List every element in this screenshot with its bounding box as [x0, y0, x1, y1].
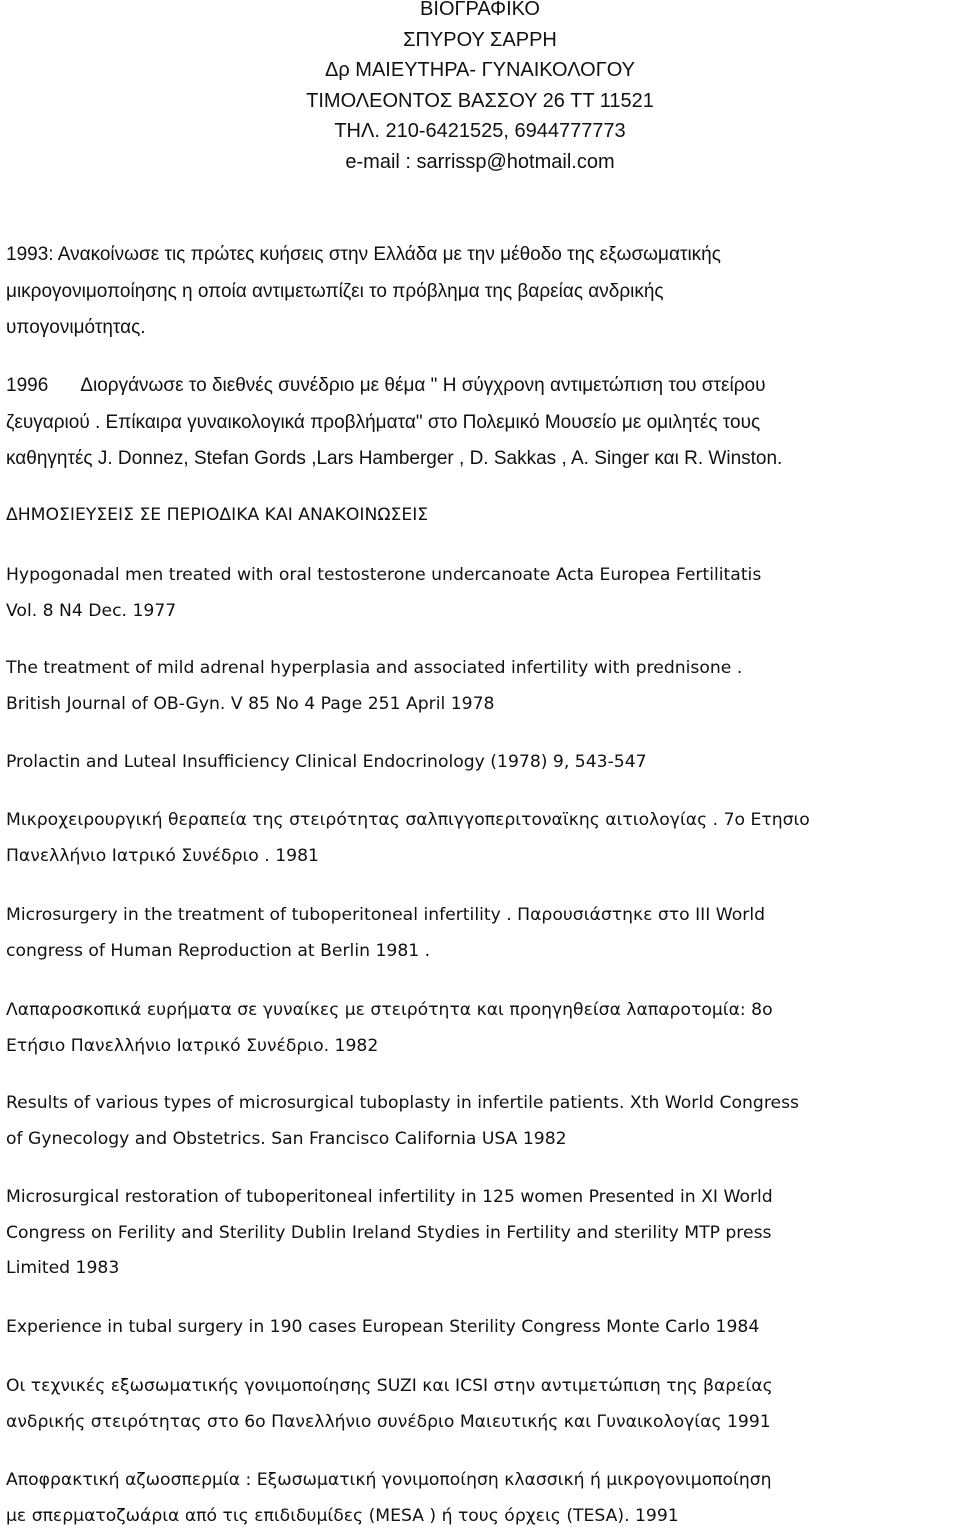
publication-item — [6, 898, 956, 969]
publication-line: Αποφρακτική αζωοσπερμία : Εξωσωματική γονιμοποίηση κλασσική ή μικρογονιμοποίηση — [6, 1463, 956, 1499]
bio-1993-line-2: μικρογονιμοποίησης η οποία αντιμετωπίζει το πρόβλημα της βαρείας ανδρικής — [6, 274, 956, 311]
bio-1993-line-3: υπογονιμότητας. — [6, 310, 956, 347]
publication-line: Vol. 8 N4 Dec. 1977 — [6, 594, 956, 630]
publications-heading: ΔΗΜΟΣΙΕΥΣΕΙΣ ΣΕ ΠΕΡΙΟΔΙΚΑ ΚΑΙ ΑΝΑΚΟΙΝΩΣΕΙΣ — [6, 498, 956, 534]
bio-1993-line-1: 1993: Ανακοίνωσε τις πρώτες κυήσεις στην Ελλάδα με την μέθοδο της εξωσωματικής — [6, 237, 956, 274]
email: e-mail : sarrissp@hotmail.com — [0, 147, 960, 178]
publication-line: Results of various types of microsurgical tuboplasty in infertile patients. Xth World Congress — [6, 1086, 956, 1122]
publication-item — [6, 651, 956, 722]
doctor-name: ΣΠΥΡΟΥ ΣΑΡΡΗ — [0, 25, 960, 56]
cv-title: ΒΙΟΓΡΑΦΙΚΟ — [0, 0, 960, 25]
publication-line: Hypogonadal men treated with oral testosterone undercanoate Acta Europea Fertilitatis — [6, 558, 956, 594]
publication-line: of Gynecology and Obstetrics. San Francisco California USA 1982 — [6, 1122, 956, 1158]
publication-line: Congress on Ferility and Sterility Dublin Ireland Stydies in Fertility and sterility MTP press — [6, 1216, 956, 1252]
publication-line: The treatment of mild adrenal hyperplasia and associated infertility with prednisone . — [6, 651, 956, 687]
publication-line: Οι τεχνικές εξωσωματικής γονιμοποίησης SUZI και ICSI στην αντιμετώπιση της βαρείας — [6, 1369, 956, 1405]
publication-item — [6, 1369, 956, 1440]
bio-1996 — [6, 368, 956, 478]
publication-line: Λαπαροσκοπικά ευρήματα σε γυναίκες με στειρότητα και προηγηθείσα λαπαροτομία: 8ο — [6, 993, 956, 1029]
publication-item — [6, 993, 956, 1064]
publication-line: Prolactin and Luteal Insufficiency Clinical Endocrinology (1978) 9, 543-547 — [6, 745, 956, 781]
cv-header — [0, 0, 960, 177]
publication-line: με σπερματοζωάρια από τις επιδιδυμίδες (MESA ) ή τους όρχεις (TESA). 1991 — [6, 1499, 956, 1534]
publication-line: British Journal of OB-Gyn. V 85 No 4 Page 251 April 1978 — [6, 687, 956, 723]
bio-1996-text: Διοργάνωσε το διεθνές συνέδριο με θέμα " Η σύγχρονη αντιμετώπιση του στείρου — [80, 375, 765, 396]
address: ΤΙΜΟΛΕΟΝΤΟΣ ΒΑΣΣΟΥ 26 ΤΤ 11521 — [0, 86, 960, 117]
publication-item — [6, 803, 956, 874]
publication-line: Experience in tubal surgery in 190 cases European Sterility Congress Monte Carlo 1984 — [6, 1310, 956, 1346]
doctor-specialty: Δρ ΜΑΙΕΥΤΗΡΑ- ΓΥΝΑΙΚΟΛΟΓΟΥ — [0, 55, 960, 86]
bio-1996-year: 1996 — [6, 375, 48, 396]
publication-line: Πανελλήνιο Ιατρικό Συνέδριο . 1981 — [6, 839, 956, 875]
publication-line: Μικροχειρουργική θεραπεία της στειρότητας σαλπιγγοπεριτοναϊκης αιτιολογίας . 7ο Ετησιο — [6, 803, 956, 839]
publication-line: ανδρικής στειρότητας στο 6ο Πανελλήνιο συνέδριο Μαιευτικής και Γυναικολογίας 1991 — [6, 1405, 956, 1441]
publication-item — [6, 558, 956, 629]
publication-item — [6, 745, 956, 781]
publication-line: Ετήσιο Πανελλήνιο Ιατρικό Συνέδριο. 1982 — [6, 1029, 956, 1065]
publication-item — [6, 1086, 956, 1157]
publication-line: Limited 1983 — [6, 1251, 956, 1287]
publication-item — [6, 1463, 956, 1534]
bio-1993 — [6, 237, 956, 347]
publication-item — [6, 1310, 956, 1346]
phone: ΤΗΛ. 210-6421525, 6944777773 — [0, 116, 960, 147]
publication-line: Microsurgery in the treatment of tuboperitoneal infertility . Παρουσιάστηκε στο III World — [6, 898, 956, 934]
publication-line: congress of Human Reproduction at Berlin 1981 . — [6, 934, 956, 970]
bio-1996-line-2: ζευγαριού . Επίκαιρα γυναικολογικά προβλήματα" στο Πολεμικό Μουσείο με ομιλητές τους — [6, 405, 956, 442]
publication-item — [6, 1180, 956, 1287]
publication-line: Microsurgical restoration of tuboperitoneal infertility in 125 women Presented in XI World — [6, 1180, 956, 1216]
bio-1996-line-3: καθηγητές J. Donnez, Stefan Gords ,Lars Hamberger , D. Sakkas , A. Singer και R. Winston. — [6, 441, 956, 478]
bio-1996-line-1 — [6, 368, 956, 405]
